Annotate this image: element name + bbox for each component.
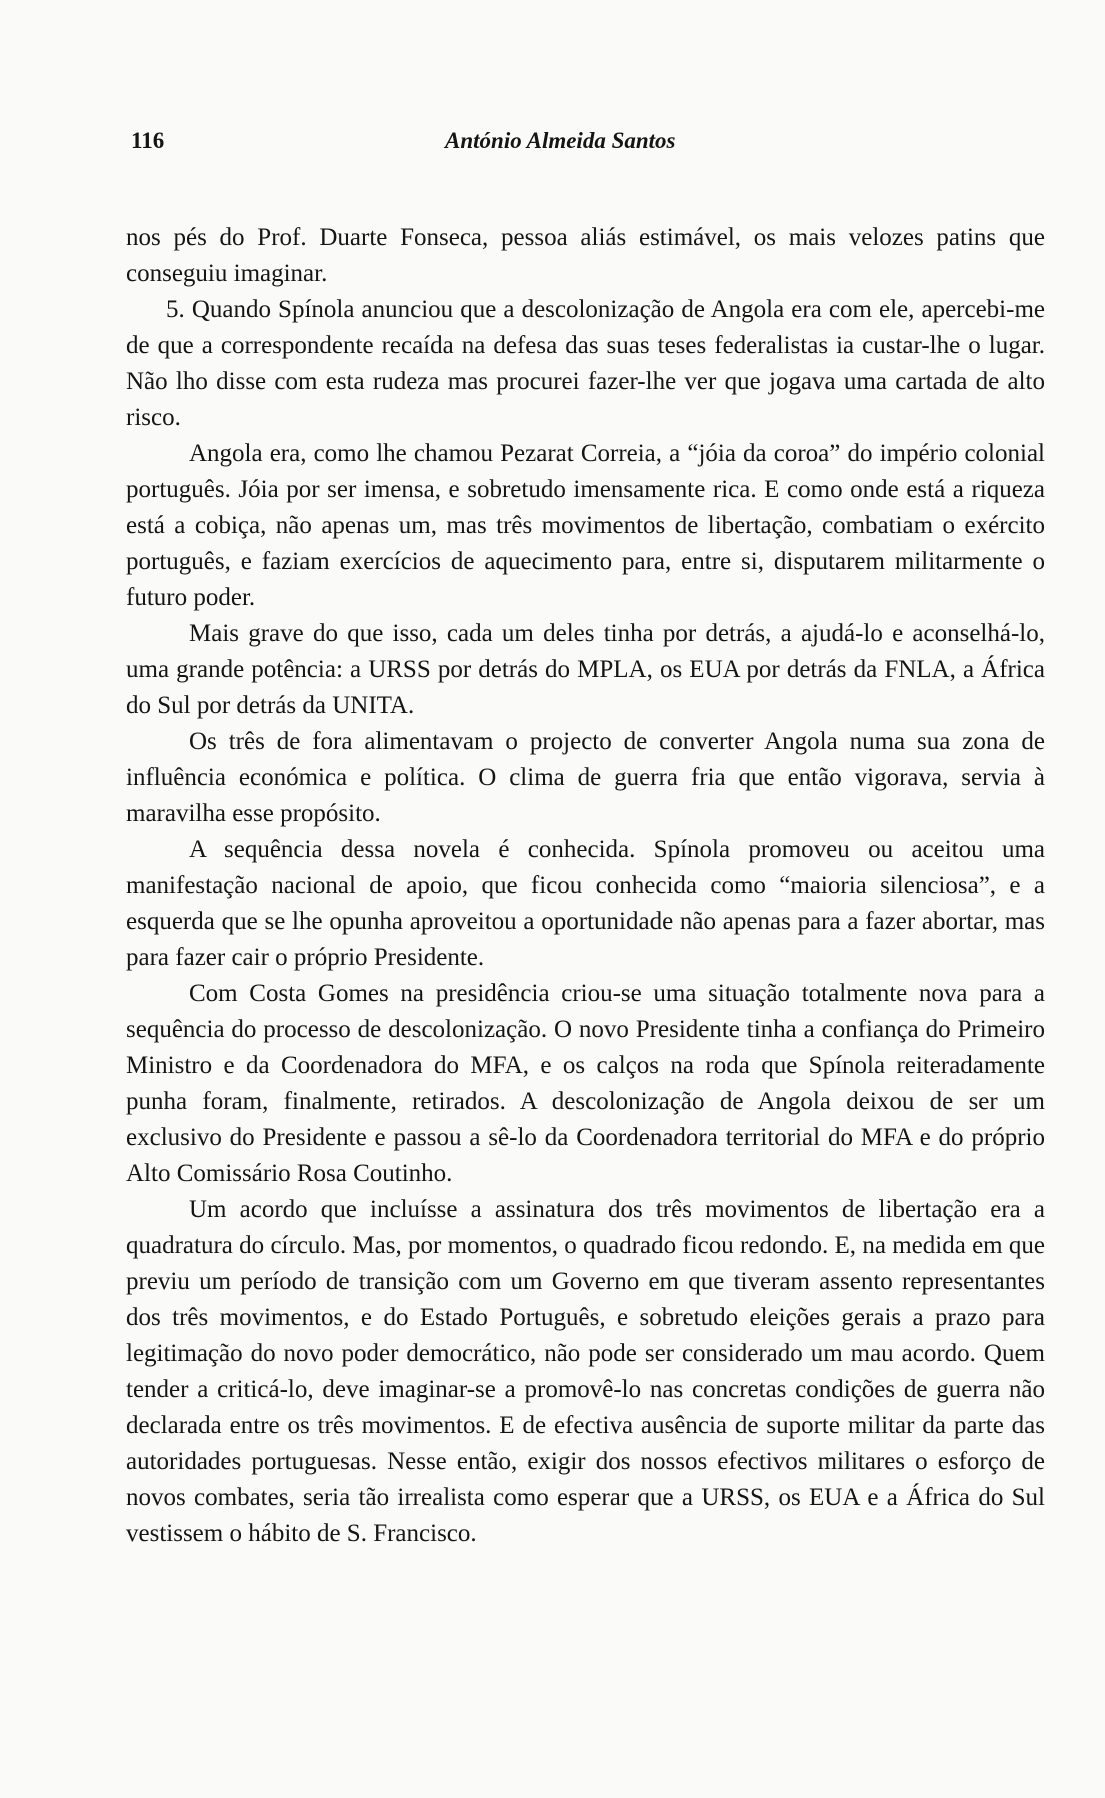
paragraph: A sequência dessa novela é conhecida. Spínola promoveu ou aceitou uma manifestação nacional de apoio, que ficou conhecida como “maioria silenciosa”, e a esquerda que se lhe opunha aproveitou a oportunidade não apenas para a fazer abortar, mas para fazer cair o próprio Presidente. [126,836,1045,971]
paragraph: 5. Quando Spínola anunciou que a descolonização de Angola era com ele, apercebi-me de que a correspondente recaída na defesa das suas teses federalistas ia custar-lhe o lugar. Não lho disse com esta rudeza mas procurei fazer-lhe ver que jogava uma cartada de alto risco. [126,296,1045,431]
paragraph: Mais grave do que isso, cada um deles tinha por detrás, a ajudá-lo e aconselhá-lo, uma grande potência: a URSS por detrás do MPLA, os EUA por detrás da FNLA, a África do Sul por detrás da UNITA. [126,620,1045,719]
page-number: 116 [131,128,165,153]
running-title: António Almeida Santos [445,128,676,153]
paragraph: Angola era, como lhe chamou Pezarat Correia, a “jóia da coroa” do império colonial português. Jóia por ser imensa, e sobretudo imensamente rica. E como onde está a riqueza está a cobiça, não apenas um, mas três movimentos de libertação, combatiam o exército português, e faziam exercícios de aquecimento para, entre si, disputarem militarmente o futuro poder. [126,440,1045,611]
paragraph: nos pés do Prof. Duarte Fonseca, pessoa aliás estimável, os mais velozes patins que conseguiu imaginar. [126,224,1045,287]
paragraph: Um acordo que incluísse a assinatura dos três movimentos de libertação era a quadratura do círculo. Mas, por momentos, o quadrado ficou redondo. E, na medida em que previu um período de transição com um Governo em que tiveram assento representantes dos três movimentos, e do Estado Português, e sobretudo eleições gerais a prazo para legitimação do novo poder democrático, não pode ser considerado um mau acordo. Quem tender a criticá-lo, deve imaginar-se a promovê-lo nas concretas condições de guerra não declarada entre os três movimentos. E de efectiva ausência de suporte militar da parte das autoridades portuguesas. Nesse então, exigir dos nossos efectivos militares o esforço de novos combates, seria tão irrealista como esperar que a URSS, os EUA e a África do Sul vestissem o hábito de S. Francisco. [126,1196,1045,1547]
paragraph: Com Costa Gomes na presidência criou-se uma situação totalmente nova para a sequência do processo de descolonização. O novo Presidente tinha a confiança do Primeiro Ministro e da Coordenadora do MFA, e os calços na roda que Spínola reiteradamente punha foram, finalmente, retirados. A descolonização de Angola deixou de ser um exclusivo do Presidente e passou a sê-lo da Coordenadora territorial do MFA e do próprio Alto Comissário Rosa Coutinho. [126,980,1045,1187]
paragraph: Os três de fora alimentavam o projecto de converter Angola numa sua zona de influência económica e política. O clima de guerra fria que então vigorava, servia à maravilha esse propósito. [126,728,1045,827]
page-header [131,128,1047,162]
body-text [126,220,1045,1552]
